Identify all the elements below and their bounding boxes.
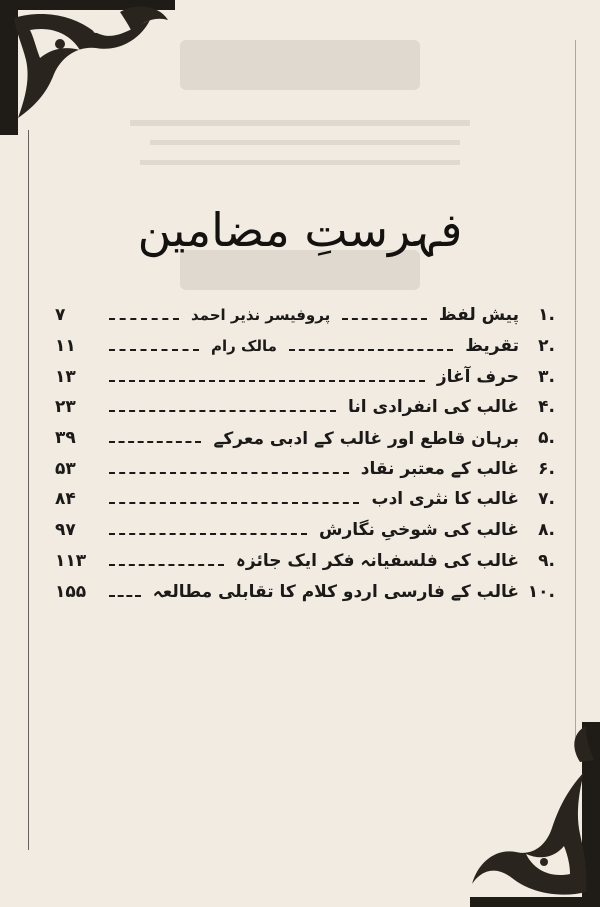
entry-number: ۲. (538, 336, 555, 357)
entry-title: غالب کے فارسی اردو کلام کا تقابلی مطالعہ (152, 582, 519, 603)
entry-page-number: ۱۱۳ (55, 550, 87, 571)
dotted-leader (289, 349, 453, 351)
toc-entry (55, 546, 555, 577)
entry-title: پیش لفظ (438, 305, 519, 326)
dotted-leader (109, 472, 349, 474)
corner-ornament-icon (0, 0, 175, 135)
entry-number: ۹. (538, 550, 555, 571)
toc-entry (55, 515, 555, 546)
entry-title: حرف آغاز (436, 366, 519, 387)
entry-number: ۶. (538, 458, 555, 479)
toc-entry (55, 484, 555, 515)
entry-title: برہان قاطع اور غالب کے ادبی معرکے (213, 428, 519, 449)
page-title: فہرستِ مضامین (137, 203, 463, 257)
dotted-leader (109, 380, 425, 382)
entry-page-number: ۱۵۵ (55, 581, 87, 602)
dotted-leader (109, 441, 201, 443)
dotted-leader (109, 410, 336, 412)
entry-number: ۸. (538, 520, 555, 541)
toc-entry (55, 576, 555, 607)
entry-number: ۷. (538, 489, 555, 510)
dotted-leader (109, 502, 359, 504)
entry-author: پروفیسر نذیر احمد (191, 306, 331, 325)
dotted-leader (109, 349, 199, 351)
dotted-leader (342, 318, 427, 320)
toc-entry (55, 331, 555, 362)
entry-page-number: ۲۳ (55, 397, 76, 418)
toc-entry (55, 453, 555, 484)
entry-page-number: ۷ (55, 305, 66, 326)
entry-page-number: ۳۹ (55, 428, 76, 449)
entry-number: ۳. (538, 366, 555, 387)
page-frame-right (575, 40, 576, 740)
dotted-leader (109, 564, 224, 566)
entry-page-number: ۱۱ (55, 336, 76, 357)
dotted-leader (109, 595, 141, 597)
dotted-leader (109, 318, 179, 320)
entry-title: تقریظ (465, 336, 519, 357)
corner-ornament-icon (470, 722, 600, 907)
entry-author: مالک رام (211, 337, 277, 356)
page-frame-left (28, 130, 29, 850)
entry-title: غالب کی انفرادی انا (348, 397, 519, 418)
toc-entry (55, 361, 555, 392)
entry-title: غالب کے معتبر نقاد (360, 459, 519, 480)
entry-page-number: ۱۳ (55, 366, 76, 387)
entry-number: ۱. (538, 305, 555, 326)
toc-entry (55, 300, 555, 331)
entry-page-number: ۸۴ (55, 489, 76, 510)
entry-title: غالب کی فلسفیانہ فکر ایک جائزہ (235, 551, 519, 572)
entry-title: غالب کی شوخیِ نگارش (319, 520, 519, 541)
entry-number: ۴. (538, 397, 555, 418)
entry-number: ۱۰. (527, 581, 555, 602)
toc-entry (55, 423, 555, 454)
toc-entry (55, 392, 555, 423)
entry-title: غالب کا نثری ادب (371, 489, 519, 510)
entry-number: ۵. (538, 428, 555, 449)
dotted-leader (109, 533, 307, 535)
entry-page-number: ۹۷ (55, 520, 76, 541)
table-of-contents (55, 300, 555, 607)
entry-page-number: ۵۳ (55, 458, 76, 479)
